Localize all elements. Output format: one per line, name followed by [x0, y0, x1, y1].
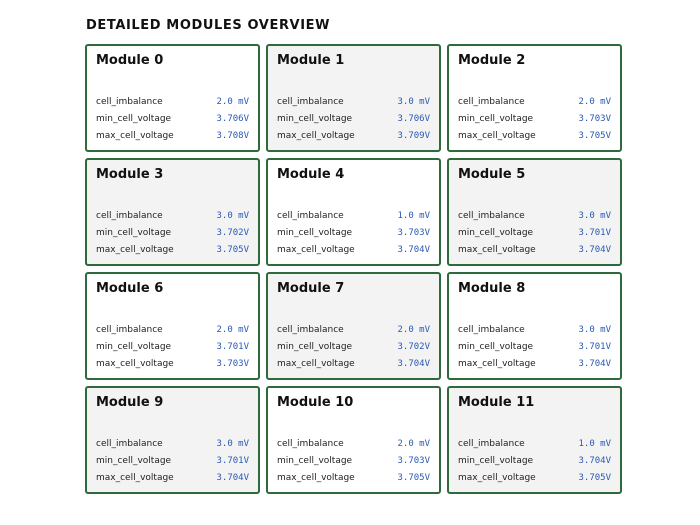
module-title: Module 5: [458, 167, 526, 182]
cell-imbalance-label: cell_imbalance: [458, 438, 525, 449]
min-cell-voltage-value: 3.704V: [578, 455, 611, 466]
min-cell-voltage-label: min_cell_voltage: [458, 455, 534, 466]
cell-imbalance-value: 2.0 mV: [397, 438, 430, 449]
module-card: [85, 44, 260, 152]
min-cell-voltage-row: [458, 338, 611, 355]
module-card: [266, 158, 441, 266]
min-cell-voltage-value: 3.703V: [578, 113, 611, 124]
max-cell-voltage-value: 3.705V: [578, 472, 611, 483]
max-cell-voltage-value: 3.705V: [397, 472, 430, 483]
cell-imbalance-value: 3.0 mV: [578, 324, 611, 335]
cell-imbalance-label: cell_imbalance: [458, 210, 525, 221]
min-cell-voltage-row: [277, 110, 430, 127]
min-cell-voltage-value: 3.703V: [397, 455, 430, 466]
cell-imbalance-row: [277, 93, 430, 110]
min-cell-voltage-value: 3.703V: [397, 227, 430, 238]
module-title: Module 11: [458, 395, 535, 410]
min-cell-voltage-value: 3.701V: [578, 341, 611, 352]
min-cell-voltage-row: [96, 338, 249, 355]
min-cell-voltage-value: 3.706V: [216, 113, 249, 124]
max-cell-voltage-value: 3.704V: [578, 358, 611, 369]
max-cell-voltage-label: max_cell_voltage: [96, 130, 174, 141]
max-cell-voltage-label: max_cell_voltage: [277, 472, 355, 483]
module-title: Module 4: [277, 167, 345, 182]
max-cell-voltage-label: max_cell_voltage: [458, 244, 536, 255]
max-cell-voltage-label: max_cell_voltage: [458, 130, 536, 141]
max-cell-voltage-row: [458, 127, 611, 144]
max-cell-voltage-row: [277, 355, 430, 372]
min-cell-voltage-value: 3.701V: [216, 455, 249, 466]
min-cell-voltage-label: min_cell_voltage: [458, 113, 534, 124]
max-cell-voltage-row: [277, 127, 430, 144]
cell-imbalance-label: cell_imbalance: [96, 324, 163, 335]
module-card: [447, 44, 622, 152]
cell-imbalance-value: 3.0 mV: [397, 96, 430, 107]
module-card: [447, 386, 622, 494]
page-title: DETAILED MODULES OVERVIEW: [86, 18, 331, 33]
module-title: Module 10: [277, 395, 354, 410]
module-card: [266, 272, 441, 380]
max-cell-voltage-label: max_cell_voltage: [96, 244, 174, 255]
cell-imbalance-row: [277, 321, 430, 338]
cell-imbalance-label: cell_imbalance: [277, 210, 344, 221]
cell-imbalance-label: cell_imbalance: [277, 438, 344, 449]
module-title: Module 1: [277, 53, 345, 68]
cell-imbalance-row: [458, 321, 611, 338]
module-card: [266, 386, 441, 494]
min-cell-voltage-row: [458, 224, 611, 241]
min-cell-voltage-label: min_cell_voltage: [277, 227, 353, 238]
module-title: Module 0: [96, 53, 164, 68]
max-cell-voltage-value: 3.705V: [216, 244, 249, 255]
max-cell-voltage-row: [458, 241, 611, 258]
module-card: [447, 272, 622, 380]
cell-imbalance-row: [277, 207, 430, 224]
module-title: Module 9: [96, 395, 164, 410]
module-title: Module 6: [96, 281, 164, 296]
cell-imbalance-value: 1.0 mV: [397, 210, 430, 221]
cell-imbalance-value: 2.0 mV: [578, 96, 611, 107]
cell-imbalance-row: [96, 321, 249, 338]
min-cell-voltage-label: min_cell_voltage: [96, 227, 172, 238]
cell-imbalance-row: [96, 207, 249, 224]
min-cell-voltage-row: [96, 110, 249, 127]
max-cell-voltage-label: max_cell_voltage: [458, 358, 536, 369]
max-cell-voltage-value: 3.709V: [397, 130, 430, 141]
max-cell-voltage-label: max_cell_voltage: [277, 358, 355, 369]
max-cell-voltage-label: max_cell_voltage: [277, 244, 355, 255]
max-cell-voltage-label: max_cell_voltage: [458, 472, 536, 483]
min-cell-voltage-row: [277, 338, 430, 355]
max-cell-voltage-value: 3.704V: [578, 244, 611, 255]
module-title: Module 2: [458, 53, 526, 68]
max-cell-voltage-value: 3.705V: [578, 130, 611, 141]
module-card: [266, 44, 441, 152]
cell-imbalance-label: cell_imbalance: [96, 438, 163, 449]
cell-imbalance-value: 3.0 mV: [216, 210, 249, 221]
max-cell-voltage-row: [96, 127, 249, 144]
cell-imbalance-label: cell_imbalance: [96, 96, 163, 107]
min-cell-voltage-label: min_cell_voltage: [96, 341, 172, 352]
cell-imbalance-row: [458, 93, 611, 110]
cell-imbalance-label: cell_imbalance: [458, 96, 525, 107]
max-cell-voltage-row: [96, 355, 249, 372]
cell-imbalance-value: 1.0 mV: [578, 438, 611, 449]
min-cell-voltage-label: min_cell_voltage: [458, 227, 534, 238]
cell-imbalance-row: [96, 93, 249, 110]
min-cell-voltage-label: min_cell_voltage: [458, 341, 534, 352]
min-cell-voltage-label: min_cell_voltage: [277, 113, 353, 124]
modules-grid: [85, 44, 622, 494]
min-cell-voltage-row: [96, 224, 249, 241]
cell-imbalance-label: cell_imbalance: [277, 96, 344, 107]
cell-imbalance-row: [458, 207, 611, 224]
min-cell-voltage-row: [96, 452, 249, 469]
min-cell-voltage-row: [458, 110, 611, 127]
max-cell-voltage-value: 3.704V: [397, 244, 430, 255]
module-title: Module 8: [458, 281, 526, 296]
min-cell-voltage-value: 3.702V: [397, 341, 430, 352]
cell-imbalance-value: 2.0 mV: [397, 324, 430, 335]
min-cell-voltage-row: [277, 452, 430, 469]
cell-imbalance-value: 3.0 mV: [578, 210, 611, 221]
max-cell-voltage-row: [458, 469, 611, 486]
module-title: Module 3: [96, 167, 164, 182]
max-cell-voltage-label: max_cell_voltage: [277, 130, 355, 141]
module-title: Module 7: [277, 281, 345, 296]
min-cell-voltage-row: [277, 224, 430, 241]
max-cell-voltage-row: [277, 469, 430, 486]
max-cell-voltage-row: [96, 469, 249, 486]
module-card: [85, 272, 260, 380]
min-cell-voltage-value: 3.701V: [216, 341, 249, 352]
cell-imbalance-value: 2.0 mV: [216, 324, 249, 335]
max-cell-voltage-value: 3.708V: [216, 130, 249, 141]
max-cell-voltage-row: [458, 355, 611, 372]
min-cell-voltage-label: min_cell_voltage: [277, 455, 353, 466]
max-cell-voltage-row: [277, 241, 430, 258]
cell-imbalance-value: 2.0 mV: [216, 96, 249, 107]
min-cell-voltage-label: min_cell_voltage: [277, 341, 353, 352]
min-cell-voltage-row: [458, 452, 611, 469]
cell-imbalance-label: cell_imbalance: [458, 324, 525, 335]
cell-imbalance-row: [96, 435, 249, 452]
min-cell-voltage-value: 3.706V: [397, 113, 430, 124]
cell-imbalance-value: 3.0 mV: [216, 438, 249, 449]
min-cell-voltage-value: 3.702V: [216, 227, 249, 238]
max-cell-voltage-label: max_cell_voltage: [96, 472, 174, 483]
module-card: [447, 158, 622, 266]
module-card: [85, 158, 260, 266]
min-cell-voltage-value: 3.701V: [578, 227, 611, 238]
cell-imbalance-row: [458, 435, 611, 452]
max-cell-voltage-value: 3.704V: [397, 358, 430, 369]
module-card: [85, 386, 260, 494]
cell-imbalance-label: cell_imbalance: [277, 324, 344, 335]
max-cell-voltage-value: 3.703V: [216, 358, 249, 369]
max-cell-voltage-label: max_cell_voltage: [96, 358, 174, 369]
max-cell-voltage-row: [96, 241, 249, 258]
max-cell-voltage-value: 3.704V: [216, 472, 249, 483]
min-cell-voltage-label: min_cell_voltage: [96, 455, 172, 466]
cell-imbalance-row: [277, 435, 430, 452]
min-cell-voltage-label: min_cell_voltage: [96, 113, 172, 124]
cell-imbalance-label: cell_imbalance: [96, 210, 163, 221]
